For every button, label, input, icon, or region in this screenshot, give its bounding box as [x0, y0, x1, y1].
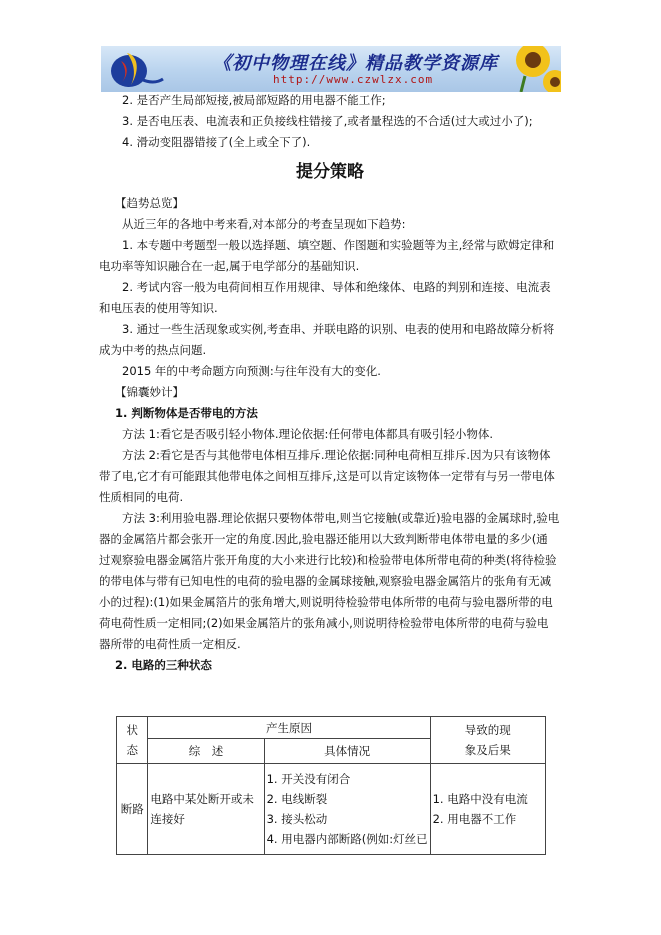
section-heading: 提分策略	[296, 162, 364, 182]
method-paragraph: 带了电,它才有可能跟其他带电体之间相互排斥,这是可以肯定该物体一定带有与另一带电体	[99, 469, 555, 483]
method-paragraph: 荷电荷性质一定相同;(2)如果金属箔片的张角减小,则说明待检验带电体所带的电荷与验电	[99, 616, 549, 630]
method-paragraph: 方法 3:利用验电器.理论依据只要物体带电,则当它接触(或靠近)验电器的金属球时,验电	[122, 511, 560, 525]
method-paragraph: 过观察验电器金属箔片张开角度的大小来进行比较)和检验带电体所带电荷的种类(将待检验	[99, 553, 557, 567]
method-paragraph: 器所带的电荷性质一定相反.	[99, 637, 241, 651]
header-summary-cell: 综 述	[148, 739, 264, 764]
sunflower-icon	[481, 46, 561, 92]
method-paragraph: 的带电体与带有已知电性的电荷的验电器的金属球接触,观察验电器金属箔片的张角有无减	[99, 574, 552, 588]
intro-line: 3. 是否电压表、电流表和正负接线柱错接了,或者量程选的不合适(过大或过小了);	[122, 114, 533, 128]
method-paragraph: 性质相同的电荷.	[99, 490, 184, 504]
trend-paragraph: 成为中考的热点问题.	[99, 343, 207, 357]
method-paragraph: 方法 1:看它是否吸引轻小物体.理论依据:任何带电体都具有吸引轻小物体.	[122, 427, 494, 441]
subsection-title: 2. 电路的三种状态	[115, 658, 212, 672]
circuit-state-table	[116, 716, 546, 855]
trend-paragraph: 和电压表的使用等知识.	[99, 301, 218, 315]
intro-line: 2. 是否产生局部短接,被局部短路的用电器不能工作;	[122, 93, 386, 107]
method-paragraph: 器的金属箔片都会张开一定的角度.因此,验电器还能用以大致判断带电体带电量的多少(通	[99, 532, 548, 546]
header-result-cell: 导致的现 象及后果	[430, 717, 545, 764]
trend-paragraph: 2. 考试内容一般为电荷间相互作用规律、导体和绝缘体、电路的判别和连接、电流表	[122, 280, 551, 294]
trend-paragraph: 1. 本专题中考题型一般以选择题、填空题、作图题和实验题等为主,经常与欧姆定律和	[122, 238, 555, 252]
site-logo-icon	[107, 49, 167, 91]
method-paragraph: 小的过程):(1)如果金属箔片的张角增大,则说明待检验带电体所带的电荷与验电器所带的电	[99, 595, 553, 609]
trend-intro: 从近三年的各地中考来看,对本部分的考查呈现如下趋势:	[122, 217, 406, 231]
method-paragraph: 方法 2:看它是否与其他带电体相互排斥.理论依据:同种电荷相互排斥.因为只有该物体	[122, 448, 551, 462]
trend-label: 【趋势总览】	[115, 196, 184, 210]
row-state-cell: 断路	[117, 764, 148, 855]
trend-paragraph: 3. 通过一些生活现象或实例,考查串、并联电路的识别、电表的使用和电路故障分析将	[122, 322, 555, 336]
banner-title: 《初中物理在线》精品教学资源库	[213, 53, 498, 74]
trend-paragraph: 电功率等知识融合在一起,属于电学部分的基础知识.	[99, 259, 360, 273]
row-summary-cell: 电路中某处断开或未 连接好	[148, 764, 264, 855]
forecast-line: 2015 年的中考命题方向预测:与往年没有大的变化.	[122, 364, 381, 378]
intro-line: 4. 滑动变阻器错接了(全上或全下了).	[122, 135, 311, 149]
row-result-cell: 1. 电路中没有电流 2. 用电器不工作	[430, 764, 545, 855]
header-banner	[101, 46, 561, 92]
subsection-title: 1. 判断物体是否带电的方法	[115, 406, 258, 420]
document-body	[99, 90, 561, 676]
banner-url[interactable]: http://www.czwlzx.com	[273, 73, 434, 86]
row-detail-cell: 1. 开关没有闭合 2. 电线断裂 3. 接头松动 4. 用电器内部断路(例如:灯丝已	[264, 764, 430, 855]
header-detail-cell: 具体情况	[264, 739, 430, 764]
tips-label: 【锦囊妙计】	[115, 385, 184, 399]
header-cause-cell: 产生原因	[148, 717, 430, 739]
header-state-cell: 状 态	[117, 717, 148, 764]
